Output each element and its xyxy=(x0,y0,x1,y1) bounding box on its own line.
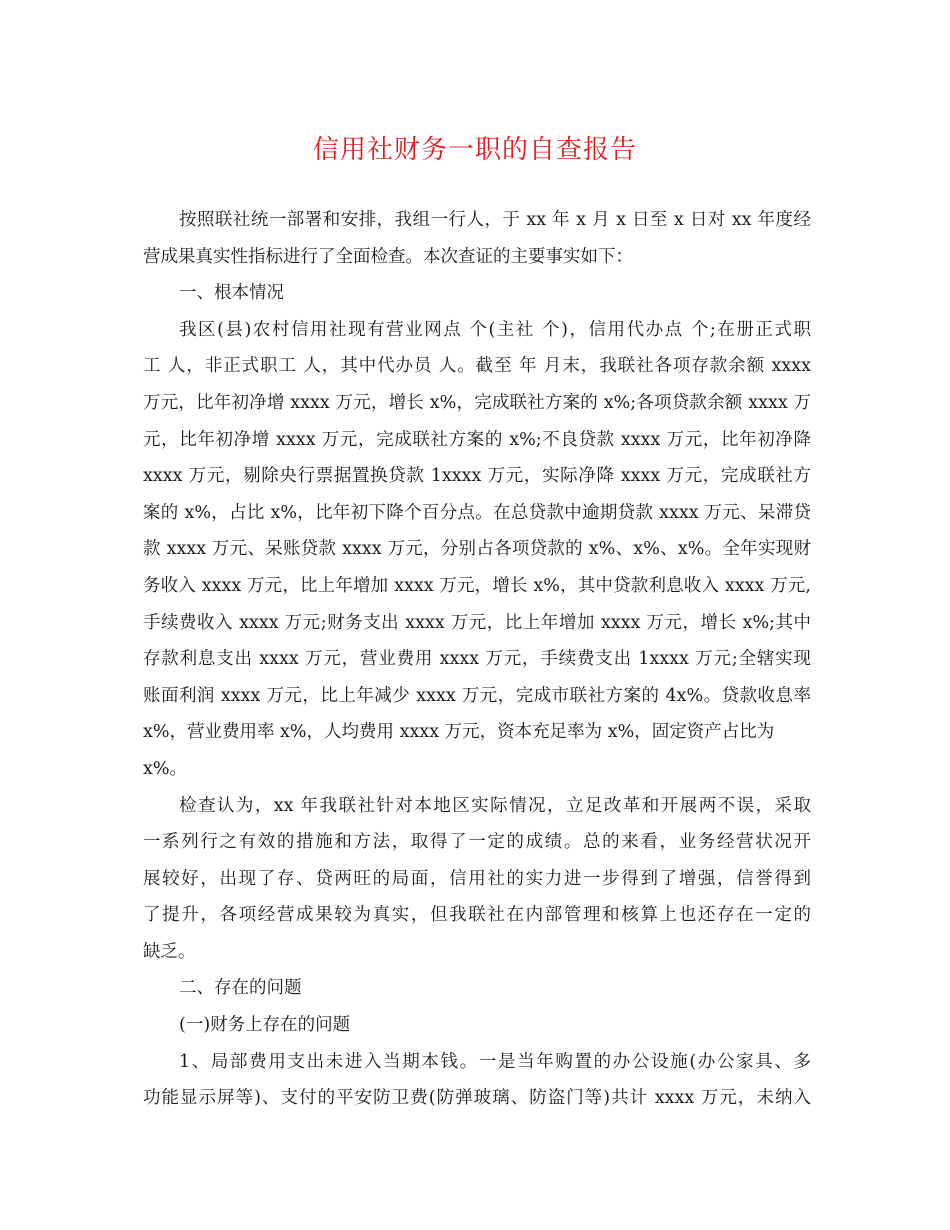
text-line: 手续费收入 xxxx 万元;财务支出 xxxx 万元，比上年增加 xxxx 万元，增长 x%;其中 xyxy=(143,612,811,633)
text-line: 缺乏。 xyxy=(143,941,196,962)
problem-item-1-paragraph xyxy=(143,1044,811,1117)
text-line: 了提升，各项经营成果较为真实，但我联社在内部管理和核算上也还存在一定的 xyxy=(143,905,811,926)
inspection-conclusion-paragraph xyxy=(143,788,811,971)
text-line: 账面利润 xxxx 万元，比上年减少 xxxx 万元，完成市联社方案的 4x%。贷款收息率 xyxy=(143,685,811,706)
text-line: 工 人，非正式职工 人，其中代办员 人。截至 年 月末，我联社各项存款余额 xxxx xyxy=(143,356,811,377)
text-line: 万元，比年初净增 xxxx 万元，增长 x%，完成联社方案的 x%;各项贷款余额 xxxx 万 xyxy=(143,392,811,413)
text-line: 务收入 xxxx 万元，比上年增加 xxxx 万元，增长 x%，其中贷款利息收入 xxxx 万元, xyxy=(143,575,811,596)
section-heading: 一、根本情况 xyxy=(179,283,284,304)
text-line: 款 xxxx 万元、呆账贷款 xxxx 万元，分别占各项贷款的 x%、x%、x%。全年实现财 xyxy=(143,539,811,560)
text-line: 检查认为，xx 年我联社针对本地区实际情况，立足改革和开展两不误，采取 xyxy=(179,795,811,816)
text-line: 按照联社统一部署和安排，我组一行人，于 xx 年 x 月 x 日至 x 日对 xx 年度经 xyxy=(179,210,811,230)
text-line: 功能显示屏等)、支付的平安防卫费(防弹玻璃、防盗门等)共计 xxxx 万元，未纳入 xyxy=(143,1088,811,1109)
heading-basic-situation xyxy=(143,275,811,312)
text-line: 我区(县)农村信用社现有营业网点 个(主社 个)，信用代办点 个;在册正式职 xyxy=(179,319,811,340)
subsection-heading: (一)财务上存在的问题 xyxy=(179,1015,351,1036)
basic-situation-paragraph xyxy=(143,312,811,788)
text-line: 元，比年初净增 xxxx 万元，完成联社方案的 x%;不良贷款 xxxx 万元，比年初净降 xyxy=(143,429,811,450)
text-line: xxxx 万元，剔除央行票据置换贷款 1xxxx 万元，实际净降 xxxx 万元，完成联社方 xyxy=(143,466,811,487)
text-line: 营成果真实性指标进行了全面检查。本次查证的主要事实如下： xyxy=(143,246,633,267)
section-heading: 二、存在的问题 xyxy=(179,978,302,999)
text-line: x%。 xyxy=(143,758,187,779)
text-line: 存款利息支出 xxxx 万元，营业费用 xxxx 万元，手续费支出 1xxxx 万元;全辖实现 xyxy=(143,649,811,670)
document-body xyxy=(143,202,811,1117)
text-line: 展较好，出现了存、贷两旺的局面，信用社的实力进一步得到了增强，信誉得到 xyxy=(143,868,811,889)
heading-financial-problems xyxy=(143,1007,811,1044)
text-line: x%，营业费用率 x%，人均费用 xxxx 万元，资本充足率为 x%，固定资产占比为 xyxy=(143,722,775,743)
text-line: 案的 x%，占比 x%，比年初下降个百分点。在总贷款中逾期贷款 xxxx 万元、呆滞贷 xyxy=(143,502,811,523)
text-line: 一系列行之有效的措施和方法，取得了一定的成绩。总的来看，业务经营状况开 xyxy=(143,832,811,853)
heading-existing-problems xyxy=(143,970,811,1007)
intro-paragraph xyxy=(143,202,811,275)
text-line: 1、局部费用支出未进入当期本钱。一是当年购置的办公设施(办公家具、多 xyxy=(179,1051,811,1072)
document-title: 信用社财务一职的自查报告 xyxy=(312,135,637,165)
